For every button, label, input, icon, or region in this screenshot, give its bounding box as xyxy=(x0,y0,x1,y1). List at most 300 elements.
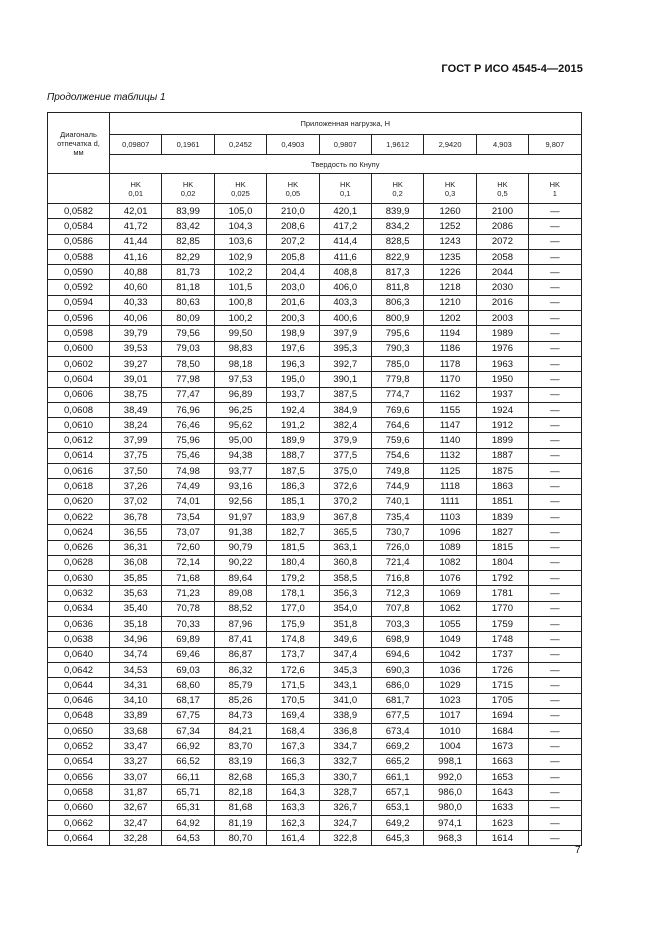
hardness-value-cell: — xyxy=(529,754,581,769)
hardness-value-cell: 790,3 xyxy=(371,341,423,356)
hardness-value-cell: 74,01 xyxy=(162,494,214,509)
hardness-value-cell: 769,6 xyxy=(371,402,423,417)
hardness-value-cell: 67,34 xyxy=(162,724,214,739)
hardness-value-cell: 1770 xyxy=(476,601,528,616)
hardness-value-cell: 1069 xyxy=(424,586,476,601)
hardness-value-cell: 77,98 xyxy=(162,372,214,387)
hardness-value-cell: 1147 xyxy=(424,418,476,433)
hardness-value-cell: 721,4 xyxy=(371,555,423,570)
hardness-value-cell: 81,19 xyxy=(214,815,266,830)
hardness-value-cell: 358,5 xyxy=(319,571,371,586)
scale-header-cell xyxy=(424,174,476,204)
table-row xyxy=(48,402,582,417)
hardness-value-cell: 82,85 xyxy=(162,234,214,249)
hardness-value-cell: — xyxy=(529,693,581,708)
hardness-value-cell: 392,7 xyxy=(319,356,371,371)
hardness-value-cell: 1863 xyxy=(476,479,528,494)
hardness-value-cell: 80,09 xyxy=(162,311,214,326)
hardness-value-cell: 90,22 xyxy=(214,555,266,570)
hardness-value-cell: 87,96 xyxy=(214,617,266,632)
table-row xyxy=(48,647,582,662)
table-row xyxy=(48,372,582,387)
hardness-value-cell: 68,17 xyxy=(162,693,214,708)
scale-load-subscript: 0,02 xyxy=(180,188,196,198)
hardness-value-cell: 785,0 xyxy=(371,356,423,371)
hardness-value-cell: 68,60 xyxy=(162,678,214,693)
scale-load-subscript: 0,2 xyxy=(392,188,403,198)
hardness-value-cell: 37,99 xyxy=(110,433,162,448)
hardness-value-cell: — xyxy=(529,785,581,800)
diagonal-cell: 0,0636 xyxy=(48,617,110,632)
hardness-value-cell: 328,7 xyxy=(319,785,371,800)
scale-header-cell xyxy=(529,174,581,204)
hardness-value-cell: 72,14 xyxy=(162,555,214,570)
hardness-value-cell: 103,6 xyxy=(214,234,266,249)
hardness-value-cell: 198,9 xyxy=(267,326,319,341)
hardness-value-cell: 84,73 xyxy=(214,708,266,723)
hardness-value-cell: 986,0 xyxy=(424,785,476,800)
scale-name: HK xyxy=(287,179,299,189)
hardness-value-cell: 372,6 xyxy=(319,479,371,494)
hardness-value-cell: 73,54 xyxy=(162,509,214,524)
load-value-cell: 0,4903 xyxy=(267,135,319,155)
hardness-value-cell: 1663 xyxy=(476,754,528,769)
table-row xyxy=(48,601,582,616)
hardness-value-cell: 834,2 xyxy=(371,219,423,234)
hardness-value-cell: 75,96 xyxy=(162,433,214,448)
scale-load-subscript: 0,5 xyxy=(497,188,508,198)
diagonal-cell: 0,0642 xyxy=(48,662,110,677)
hardness-value-cell: 1684 xyxy=(476,724,528,739)
hardness-value-cell: 417,2 xyxy=(319,219,371,234)
hardness-value-cell: 37,02 xyxy=(110,494,162,509)
hardness-value-cell: 161,4 xyxy=(267,831,319,846)
hardness-value-cell: — xyxy=(529,204,581,219)
hardness-value-cell: — xyxy=(529,708,581,723)
hardness-value-cell: 32,28 xyxy=(110,831,162,846)
hardness-value-cell: — xyxy=(529,295,581,310)
table-row xyxy=(48,249,582,264)
hardness-value-cell: 170,5 xyxy=(267,693,319,708)
hardness-value-cell: 89,08 xyxy=(214,586,266,601)
hardness-value-cell: 2058 xyxy=(476,249,528,264)
hardness-value-cell: 39,01 xyxy=(110,372,162,387)
hardness-value-cell: 102,9 xyxy=(214,249,266,264)
hardness-value-cell: 1260 xyxy=(424,204,476,219)
hardness-value-cell: 347,4 xyxy=(319,647,371,662)
hardness-value-cell: 764,6 xyxy=(371,418,423,433)
hardness-value-cell: 336,8 xyxy=(319,724,371,739)
load-values-row xyxy=(48,135,582,155)
hardness-value-cell: 354,0 xyxy=(319,601,371,616)
hardness-value-cell: 105,0 xyxy=(214,204,266,219)
hardness-value-cell: 36,31 xyxy=(110,540,162,555)
hardness-value-cell: — xyxy=(529,525,581,540)
scale-load-subscript: 0,1 xyxy=(340,188,351,198)
hardness-value-cell: 1737 xyxy=(476,647,528,662)
hardness-value-cell: 1049 xyxy=(424,632,476,647)
hardness-value-cell: 379,9 xyxy=(319,433,371,448)
hardness-value-cell: 1132 xyxy=(424,448,476,463)
hardness-value-cell: 80,63 xyxy=(162,295,214,310)
hardness-value-cell: 375,0 xyxy=(319,464,371,479)
hardness-value-cell: 205,8 xyxy=(267,249,319,264)
hardness-value-cell: 71,68 xyxy=(162,571,214,586)
hardness-value-cell: 1029 xyxy=(424,678,476,693)
hardness-value-cell: 79,03 xyxy=(162,341,214,356)
table-row xyxy=(48,356,582,371)
table-row xyxy=(48,418,582,433)
hardness-value-cell: 322,8 xyxy=(319,831,371,846)
hardness-value-cell: 2003 xyxy=(476,311,528,326)
diagonal-cell: 0,0648 xyxy=(48,708,110,723)
hardness-value-cell: 759,6 xyxy=(371,433,423,448)
hardness-value-cell: 196,3 xyxy=(267,356,319,371)
hardness-value-cell: 730,7 xyxy=(371,525,423,540)
hardness-value-cell: 72,60 xyxy=(162,540,214,555)
hardness-value-cell: — xyxy=(529,280,581,295)
hardness-value-cell: 34,96 xyxy=(110,632,162,647)
hardness-value-cell: 76,96 xyxy=(162,402,214,417)
hardness-value-cell: 165,3 xyxy=(267,769,319,784)
hardness-value-cell: 669,2 xyxy=(371,739,423,754)
hardness-value-cell: 740,1 xyxy=(371,494,423,509)
hardness-value-cell: 1036 xyxy=(424,662,476,677)
hardness-value-cell: 744,9 xyxy=(371,479,423,494)
hardness-value-cell: 40,88 xyxy=(110,265,162,280)
scale-row xyxy=(48,174,582,204)
hardness-value-cell: 85,79 xyxy=(214,678,266,693)
hardness-value-cell: 1851 xyxy=(476,494,528,509)
hardness-value-cell: 1989 xyxy=(476,326,528,341)
hardness-value-cell: 703,3 xyxy=(371,617,423,632)
hardness-value-cell: 75,46 xyxy=(162,448,214,463)
hardness-value-cell: 69,03 xyxy=(162,662,214,677)
hardness-value-cell: 324,7 xyxy=(319,815,371,830)
hardness-value-cell: 74,49 xyxy=(162,479,214,494)
table-row xyxy=(48,525,582,540)
hardness-value-cell: 2044 xyxy=(476,265,528,280)
hardness-value-cell: 406,0 xyxy=(319,280,371,295)
table-body xyxy=(48,204,582,846)
hardness-value-cell: 70,78 xyxy=(162,601,214,616)
hardness-value-cell: 1815 xyxy=(476,540,528,555)
hardness-value-cell: 64,92 xyxy=(162,815,214,830)
hardness-value-cell: 1976 xyxy=(476,341,528,356)
hardness-value-cell: 1089 xyxy=(424,540,476,555)
hardness-value-cell: 195,0 xyxy=(267,372,319,387)
hardness-value-cell: 34,74 xyxy=(110,647,162,662)
hardness-value-cell: 1004 xyxy=(424,739,476,754)
hardness-value-cell: 73,07 xyxy=(162,525,214,540)
table-row xyxy=(48,448,582,463)
table-row xyxy=(48,555,582,570)
hardness-value-cell: — xyxy=(529,387,581,402)
hardness-value-cell: 172,6 xyxy=(267,662,319,677)
hardness-value-cell: 74,98 xyxy=(162,464,214,479)
table-row xyxy=(48,571,582,586)
hardness-value-cell: 712,3 xyxy=(371,586,423,601)
hardness-value-cell: 87,41 xyxy=(214,632,266,647)
table-row xyxy=(48,509,582,524)
scale-name: HK xyxy=(130,179,141,189)
hardness-value-cell: 341,0 xyxy=(319,693,371,708)
hardness-value-cell: 100,8 xyxy=(214,295,266,310)
hardness-value-cell: 34,53 xyxy=(110,662,162,677)
hardness-value-cell: — xyxy=(529,509,581,524)
hardness-value-cell: 40,06 xyxy=(110,311,162,326)
hardness-value-cell: — xyxy=(529,571,581,586)
applied-load-header: Приложенная нагрузка, Н xyxy=(110,113,582,135)
hardness-value-cell: 179,2 xyxy=(267,571,319,586)
hardness-value-cell: 82,29 xyxy=(162,249,214,264)
hardness-value-cell: 1062 xyxy=(424,601,476,616)
hardness-value-cell: 828,5 xyxy=(371,234,423,249)
hardness-value-cell: 694,6 xyxy=(371,647,423,662)
hardness-value-cell: 795,6 xyxy=(371,326,423,341)
hardness-value-cell: 96,25 xyxy=(214,402,266,417)
hardness-value-cell: 716,8 xyxy=(371,571,423,586)
hardness-value-cell: 65,71 xyxy=(162,785,214,800)
hardness-value-cell: 735,4 xyxy=(371,509,423,524)
diagonal-cell: 0,0650 xyxy=(48,724,110,739)
diagonal-cell: 0,0610 xyxy=(48,418,110,433)
table-row xyxy=(48,326,582,341)
hardness-value-cell: 1155 xyxy=(424,402,476,417)
diagonal-cell: 0,0632 xyxy=(48,586,110,601)
hardness-value-cell: 726,0 xyxy=(371,540,423,555)
diagonal-cell: 0,0656 xyxy=(48,769,110,784)
hardness-value-cell: 169,4 xyxy=(267,708,319,723)
table-row xyxy=(48,265,582,280)
hardness-value-cell: 34,10 xyxy=(110,693,162,708)
hardness-value-cell: 65,31 xyxy=(162,800,214,815)
table-row xyxy=(48,494,582,509)
hardness-value-cell: — xyxy=(529,678,581,693)
hardness-value-cell: — xyxy=(529,724,581,739)
hardness-value-cell: 86,87 xyxy=(214,647,266,662)
table-row xyxy=(48,311,582,326)
hardness-value-cell: 35,63 xyxy=(110,586,162,601)
hardness-value-cell: 76,46 xyxy=(162,418,214,433)
hardness-value-cell: 175,9 xyxy=(267,617,319,632)
hardness-value-cell: 690,3 xyxy=(371,662,423,677)
hardness-value-cell: 197,6 xyxy=(267,341,319,356)
hardness-value-cell: 77,47 xyxy=(162,387,214,402)
hardness-value-cell: 208,6 xyxy=(267,219,319,234)
hardness-value-cell: — xyxy=(529,647,581,662)
table-row xyxy=(48,387,582,402)
diagonal-cell: 0,0616 xyxy=(48,464,110,479)
hardness-value-cell: 1162 xyxy=(424,387,476,402)
hardness-value-cell: 83,70 xyxy=(214,739,266,754)
hardness-value-cell: 37,26 xyxy=(110,479,162,494)
scale-name: HK xyxy=(340,179,351,189)
hardness-value-cell: 37,75 xyxy=(110,448,162,463)
diagonal-cell: 0,0590 xyxy=(48,265,110,280)
diagonal-column-header: Диагональ отпечатка d, мм xyxy=(48,113,110,174)
hardness-value-cell: 81,68 xyxy=(214,800,266,815)
table-row xyxy=(48,280,582,295)
table-row xyxy=(48,708,582,723)
diagonal-cell: 0,0596 xyxy=(48,311,110,326)
hardness-value-cell: 83,99 xyxy=(162,204,214,219)
hardness-value-cell: 677,5 xyxy=(371,708,423,723)
scale-name: HK xyxy=(182,179,194,189)
scale-name: HK xyxy=(497,179,508,189)
hardness-value-cell: 681,7 xyxy=(371,693,423,708)
hardness-value-cell: 81,18 xyxy=(162,280,214,295)
scale-load-subscript: 0,05 xyxy=(285,188,301,198)
hardness-value-cell: 343,1 xyxy=(319,678,371,693)
hardness-value-cell: 1633 xyxy=(476,800,528,815)
hardness-value-cell: 78,50 xyxy=(162,356,214,371)
hardness-value-cell: — xyxy=(529,617,581,632)
hardness-value-cell: 2086 xyxy=(476,219,528,234)
hardness-value-cell: 657,1 xyxy=(371,785,423,800)
hardness-value-cell: 33,47 xyxy=(110,739,162,754)
hardness-value-cell: 822,9 xyxy=(371,249,423,264)
table-row xyxy=(48,540,582,555)
hardness-value-cell: 40,33 xyxy=(110,295,162,310)
hardness-value-cell: 1792 xyxy=(476,571,528,586)
hardness-value-cell: 92,56 xyxy=(214,494,266,509)
hardness-value-cell: 40,60 xyxy=(110,280,162,295)
hardness-value-cell: 1235 xyxy=(424,249,476,264)
diagonal-cell: 0,0606 xyxy=(48,387,110,402)
hardness-value-cell: 37,50 xyxy=(110,464,162,479)
hardness-value-cell: 367,8 xyxy=(319,509,371,524)
hardness-value-cell: 365,5 xyxy=(319,525,371,540)
hardness-value-cell: — xyxy=(529,815,581,830)
hardness-value-cell: 1673 xyxy=(476,739,528,754)
hardness-value-cell: 35,85 xyxy=(110,571,162,586)
hardness-value-cell: — xyxy=(529,586,581,601)
hardness-value-cell: 338,9 xyxy=(319,708,371,723)
hardness-value-cell: 69,46 xyxy=(162,647,214,662)
hardness-value-cell: 100,2 xyxy=(214,311,266,326)
hardness-value-cell: 90,79 xyxy=(214,540,266,555)
hardness-value-cell: — xyxy=(529,800,581,815)
hardness-value-cell: 411,6 xyxy=(319,249,371,264)
load-value-cell: 0,2452 xyxy=(214,135,266,155)
hardness-value-cell: 93,77 xyxy=(214,464,266,479)
hardness-value-cell: 387,5 xyxy=(319,387,371,402)
hardness-value-cell: 185,1 xyxy=(267,494,319,509)
hardness-value-cell: 2100 xyxy=(476,204,528,219)
hardness-value-cell: 1194 xyxy=(424,326,476,341)
hardness-value-cell: 39,27 xyxy=(110,356,162,371)
table-row xyxy=(48,785,582,800)
hardness-value-cell: 189,9 xyxy=(267,433,319,448)
hardness-value-cell: — xyxy=(529,632,581,647)
hardness-value-cell: 1186 xyxy=(424,341,476,356)
hardness-value-cell: 41,16 xyxy=(110,249,162,264)
hardness-value-cell: 193,7 xyxy=(267,387,319,402)
hardness-value-cell: 749,8 xyxy=(371,464,423,479)
hardness-value-cell: 188,7 xyxy=(267,448,319,463)
hardness-value-cell: 163,3 xyxy=(267,800,319,815)
hardness-value-cell: — xyxy=(529,341,581,356)
hardness-value-cell: 360,8 xyxy=(319,555,371,570)
hardness-value-cell: — xyxy=(529,494,581,509)
hardness-value-cell: 99,50 xyxy=(214,326,266,341)
hardness-value-cell: 66,52 xyxy=(162,754,214,769)
hardness-value-cell: 408,8 xyxy=(319,265,371,280)
table-row xyxy=(48,632,582,647)
diagonal-cell: 0,0618 xyxy=(48,479,110,494)
diagonal-cell: 0,0644 xyxy=(48,678,110,693)
diagonal-cell: 0,0626 xyxy=(48,540,110,555)
hardness-value-cell: 1614 xyxy=(476,831,528,846)
hardness-value-cell: 686,0 xyxy=(371,678,423,693)
hardness-value-cell: — xyxy=(529,540,581,555)
hardness-value-cell: 36,55 xyxy=(110,525,162,540)
hardness-value-cell: 382,4 xyxy=(319,418,371,433)
load-value-cell: 1,9612 xyxy=(371,135,423,155)
hardness-value-cell: 1125 xyxy=(424,464,476,479)
diagonal-cell: 0,0634 xyxy=(48,601,110,616)
hardness-value-cell: 1226 xyxy=(424,265,476,280)
hardness-value-cell: 384,9 xyxy=(319,402,371,417)
hardness-value-cell: 33,07 xyxy=(110,769,162,784)
hardness-value-cell: 811,8 xyxy=(371,280,423,295)
hardness-value-cell: 168,4 xyxy=(267,724,319,739)
table-row xyxy=(48,464,582,479)
hardness-value-cell: — xyxy=(529,464,581,479)
hardness-value-cell: 187,5 xyxy=(267,464,319,479)
hardness-value-cell: 1218 xyxy=(424,280,476,295)
table-row xyxy=(48,617,582,632)
hardness-value-cell: 1827 xyxy=(476,525,528,540)
table-row xyxy=(48,662,582,677)
hardness-value-cell: 974,1 xyxy=(424,815,476,830)
hardness-value-cell: 1042 xyxy=(424,647,476,662)
hardness-value-cell: 102,2 xyxy=(214,265,266,280)
hardness-value-cell: 1076 xyxy=(424,571,476,586)
hardness-value-cell: — xyxy=(529,372,581,387)
scale-name: HK xyxy=(392,179,403,189)
hardness-value-cell: 80,70 xyxy=(214,831,266,846)
hardness-value-cell: 192,4 xyxy=(267,402,319,417)
diagonal-cell: 0,0630 xyxy=(48,571,110,586)
hardness-value-cell: 1950 xyxy=(476,372,528,387)
hardness-value-cell: 420,1 xyxy=(319,204,371,219)
scale-header-cell xyxy=(371,174,423,204)
hardness-value-cell: — xyxy=(529,311,581,326)
hardness-value-cell: 101,5 xyxy=(214,280,266,295)
hardness-header: Твердость по Кнупу xyxy=(110,155,582,174)
diagonal-cell: 0,0638 xyxy=(48,632,110,647)
scale-header-cell xyxy=(110,174,162,204)
hardness-value-cell: 817,3 xyxy=(371,265,423,280)
hardness-value-cell: 774,7 xyxy=(371,387,423,402)
hardness-value-cell: 178,1 xyxy=(267,586,319,601)
table-row xyxy=(48,479,582,494)
table-row xyxy=(48,724,582,739)
hardness-value-cell: 82,18 xyxy=(214,785,266,800)
hardness-value-cell: — xyxy=(529,479,581,494)
hardness-value-cell: 1912 xyxy=(476,418,528,433)
hardness-value-cell: 81,73 xyxy=(162,265,214,280)
diagonal-cell: 0,0588 xyxy=(48,249,110,264)
load-value-cell: 2,9420 xyxy=(424,135,476,155)
hardness-value-cell: — xyxy=(529,234,581,249)
hardness-value-cell: 1623 xyxy=(476,815,528,830)
hardness-value-cell: — xyxy=(529,219,581,234)
hardness-value-cell: 414,4 xyxy=(319,234,371,249)
hardness-value-cell: 2072 xyxy=(476,234,528,249)
